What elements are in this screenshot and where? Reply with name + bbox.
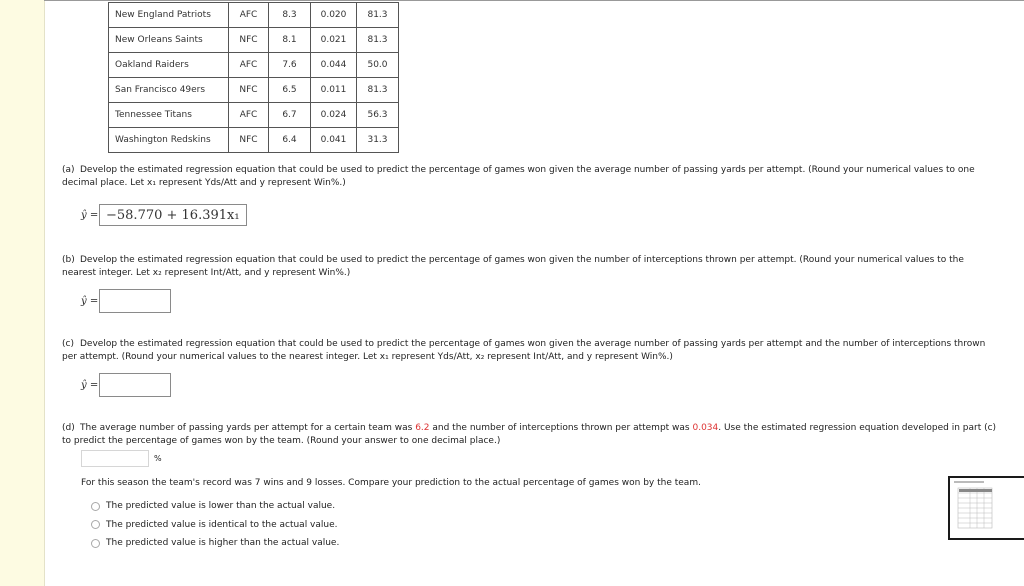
table-row [109,128,399,153]
option-identical-label: The predicted value is identical to the actual value. [106,519,338,530]
team-name-cell: Washington Redskins [109,128,229,153]
part-d-label: (d) [62,423,75,433]
part-c-text: Develop the estimated regression equation that could be used to predict the percentage of games won given the average number of passing yards per attempt and the number of interceptions thrown per attempt. (Round your numerical values to the nearest integer. Let x₁ represent Yds/Att, x₂ represent Int/Att, and y represent Win%.) [62,339,986,362]
int-per-att-cell: 0.024 [311,103,357,128]
yhat-label-c: ŷ = [81,379,99,391]
part-d-text-before: The average number of passing yards per attempt for a certain team was [80,423,416,433]
conference-cell: AFC [229,103,269,128]
table-row [109,3,399,28]
win-pct-cell: 81.3 [357,28,399,53]
win-pct-cell: 81.3 [357,78,399,103]
conference-cell: AFC [229,3,269,28]
table-row [109,103,399,128]
team-name-cell: New Orleans Saints [109,28,229,53]
yds-per-att-cell: 6.4 [269,128,311,153]
yds-per-att-cell: 6.5 [269,78,311,103]
team-name-cell: Oakland Raiders [109,53,229,78]
thumbnail-graphic [950,478,1024,538]
part-d-text-after: . Use the estimated regression equation developed in part (c) to predict the percentage of games won by the team. (Round your answer to one decimal place.) [62,423,997,446]
yds-per-att-cell: 7.6 [269,53,311,78]
option-higher-label: The predicted value is higher than the actual value. [106,538,340,549]
part-a-text: Develop the estimated regression equation that could be used to predict the percentage of games won given the average number of passing yards per attempt. (Round your numerical values to one decimal place. Let x₁ represent Yds/Att and y represent Win%.) [62,165,975,188]
part-c-answer-row [81,373,171,397]
part-b-answer-field[interactable] [99,289,171,313]
yds-per-att-cell: 6.7 [269,103,311,128]
compare-text: For this season the team's record was 7 wins and 9 losses. Compare your prediction to the actual percentage of games won by the team. [81,478,701,488]
int-per-att-cell: 0.021 [311,28,357,53]
part-a-label: (a) [62,165,75,175]
yds-per-att-cell: 8.3 [269,3,311,28]
yhat-label-a: ŷ = [81,209,99,221]
percent-sign: % [154,454,162,463]
option-lower-label: The predicted value is lower than the actual value. [106,501,336,512]
yds-per-att-value: 6.2 [415,423,430,433]
part-d-question [62,422,997,448]
left-margin-stripe [0,0,45,586]
part-c-label: (c) [62,339,74,349]
win-pct-cell: 56.3 [357,103,399,128]
part-a-answer-field[interactable]: −58.770 + 16.391x₁ [99,204,247,226]
option-lower[interactable] [91,497,701,516]
int-per-att-cell: 0.044 [311,53,357,78]
table-row [109,28,399,53]
team-name-cell: San Francisco 49ers [109,78,229,103]
yhat-label-b: ŷ = [81,295,99,307]
page-thumbnail-preview[interactable] [948,476,1024,540]
radio-higher[interactable] [91,539,100,548]
part-c-question [62,338,997,364]
part-a-answer-row [81,204,247,226]
comparison-section [81,478,701,553]
int-per-att-cell: 0.041 [311,128,357,153]
int-per-att-cell: 0.020 [311,3,357,28]
part-b-question [62,254,997,280]
part-a-question [62,164,997,190]
data-table [108,2,399,153]
win-pct-cell: 31.3 [357,128,399,153]
table-row [109,78,399,103]
team-name-cell: New England Patriots [109,3,229,28]
top-divider [44,0,1024,1]
radio-lower[interactable] [91,502,100,511]
option-identical[interactable] [91,516,701,535]
radio-identical[interactable] [91,520,100,529]
int-per-att-cell: 0.011 [311,78,357,103]
conference-cell: NFC [229,78,269,103]
team-name-cell: Tennessee Titans [109,103,229,128]
conference-cell: NFC [229,128,269,153]
part-b-label: (b) [62,255,75,265]
conference-cell: NFC [229,28,269,53]
part-b-answer-row [81,289,171,313]
part-c-answer-field[interactable] [99,373,171,397]
win-pct-cell: 81.3 [357,3,399,28]
win-pct-cell: 50.0 [357,53,399,78]
part-d-answer-row [81,450,162,467]
part-d-text-middle: and the number of interceptions thrown per attempt was [429,423,693,433]
part-d-percent-input[interactable] [81,450,149,467]
conference-cell: AFC [229,53,269,78]
part-b-text: Develop the estimated regression equation that could be used to predict the percentage of games won given the number of interceptions thrown per attempt. (Round your numerical values to the nearest integer. Let x₂ represent Int/Att, and y represent Win%.) [62,255,964,278]
int-per-att-value: 0.034 [692,423,719,433]
yds-per-att-cell: 8.1 [269,28,311,53]
table-row [109,53,399,78]
option-higher[interactable] [91,534,701,553]
